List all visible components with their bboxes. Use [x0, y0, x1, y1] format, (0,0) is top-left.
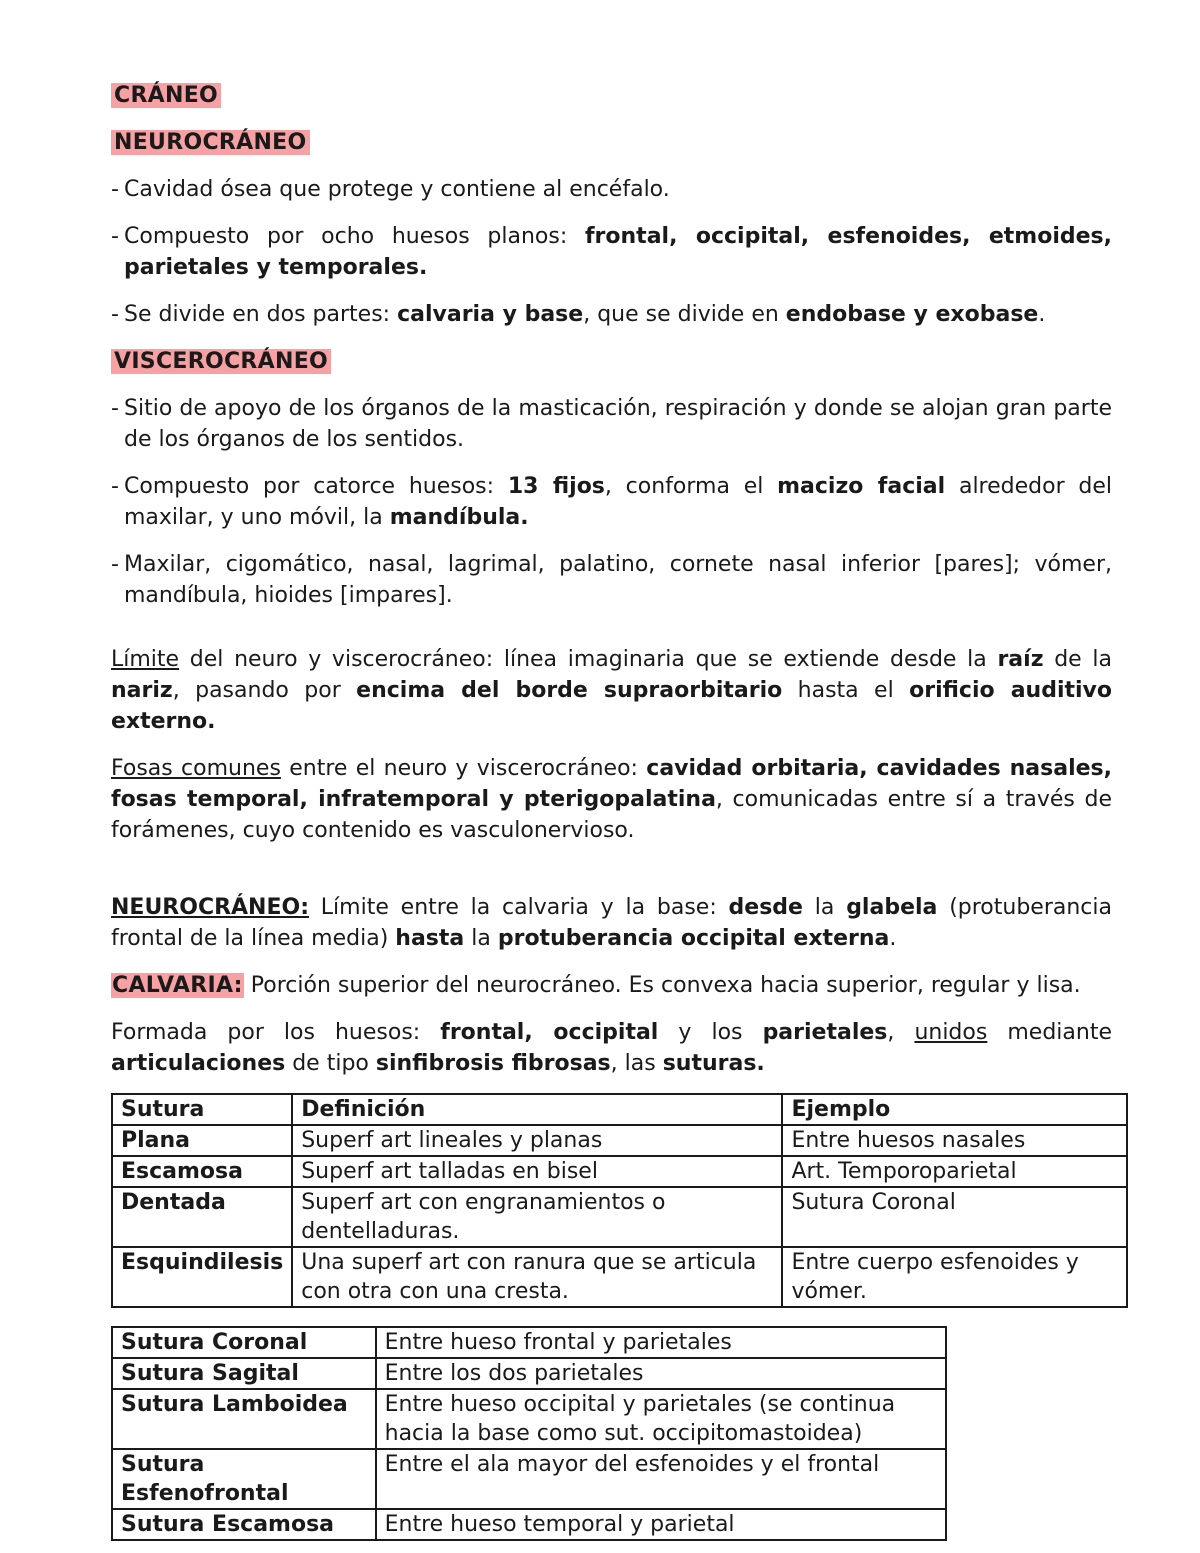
limite-paragraph: Límite del neuro y viscerocráneo: línea imaginaria que se extiende desde la raíz de la nariz, pasando por encima del borde supraorbitario hasta el orificio auditivo externo.	[111, 647, 1113, 734]
suturas-table	[111, 1093, 1128, 1308]
table-cell: Entre el ala mayor del esfenoides y el frontal	[376, 1449, 946, 1509]
table-cell: Plana	[112, 1125, 292, 1156]
spacer	[111, 627, 1112, 644]
table-cell: Sutura Escamosa	[112, 1509, 376, 1540]
table-cell: Entre hueso occipital y parietales (se continua hacia la base como sut. occipitomastoidea)	[376, 1389, 946, 1449]
neuro-item-1: - Cavidad ósea que protege y contiene al encéfalo.	[111, 177, 670, 202]
table-row	[112, 1156, 1127, 1187]
table-cell: Superf art con engranamientos o dentelladuras.	[292, 1187, 782, 1247]
table-cell: Entre hueso temporal y parietal	[376, 1509, 946, 1540]
viscero-item-1: - Sitio de apoyo de los órganos de la masticación, respiración y donde se alojan gran parte de los órganos de los sentidos.	[111, 396, 1112, 452]
table-cell: Superf art talladas en bisel	[292, 1156, 782, 1187]
table-row	[112, 1389, 946, 1449]
table-cell: Esquindilesis	[112, 1247, 292, 1307]
calvaria-paragraph: CALVARIA: Porción superior del neurocráneo. Es convexa hacia superior, regular y lisa.	[112, 973, 1081, 998]
viscero-item-2: - Compuesto por catorce huesos: 13 fijos, conforma el macizo facial alrededor del maxilar, y uno móvil, la mandíbula.	[111, 474, 1112, 530]
table-cell: Sutura Esfenofrontal	[112, 1449, 376, 1509]
table-cell: Sutura Sagital	[112, 1358, 376, 1389]
table-cell: Entre los dos parietales	[376, 1358, 946, 1389]
table-cell: Superf art lineales y planas	[292, 1125, 782, 1156]
table-header-cell: Ejemplo	[782, 1094, 1127, 1125]
table-cell: Entre hueso frontal y parietales	[376, 1327, 946, 1358]
table-row	[112, 1125, 1127, 1156]
table-row	[112, 1247, 1127, 1307]
spacer	[111, 862, 1112, 892]
viscero-item-3: - Maxilar, cigomático, nasal, lagrimal, palatino, cornete nasal inferior [pares]; vómer, mandíbula, hioides [impares].	[111, 552, 1112, 608]
neuro-item-3: - Se divide en dos partes: calvaria y base, que se divide en endobase y exobase.	[111, 302, 1046, 327]
table-row	[112, 1187, 1127, 1247]
table-row	[112, 1327, 946, 1358]
document-page	[111, 80, 1112, 1541]
table-row	[112, 1509, 946, 1540]
heading-viscerocraneo: VISCEROCRÁNEO	[111, 346, 1112, 377]
table-cell: Una superf art con ranura que se articula con otra con una cresta.	[292, 1247, 782, 1307]
heading-neurocraneo: NEUROCRÁNEO	[111, 127, 1112, 158]
table-header-cell: Definición	[292, 1094, 782, 1125]
suturas-craneo-table	[111, 1326, 947, 1541]
table-cell: Entre cuerpo esfenoides y vómer.	[782, 1247, 1127, 1307]
table-cell: Entre huesos nasales	[782, 1125, 1127, 1156]
table-row	[112, 1449, 946, 1509]
table-cell: Art. Temporoparietal	[782, 1156, 1127, 1187]
table-cell: Sutura Coronal	[112, 1327, 376, 1358]
formada-paragraph: Formada por los huesos: frontal, occipital y los parietales, unidos mediante articulaciones de tipo sinfibrosis fibrosas, las suturas.	[111, 1020, 1113, 1076]
neuro-item-2: - Compuesto por ocho huesos planos: frontal, occipital, esfenoides, etmoides, parietales y temporales.	[111, 224, 1113, 280]
table-row	[112, 1358, 946, 1389]
fosas-paragraph: Fosas comunes entre el neuro y viscerocráneo: cavidad orbitaria, cavidades nasales, fosas temporal, infratemporal y pterigopalatina, comunicadas entre sí a través de forámenes, cuyo contenido es vasculonervioso.	[111, 756, 1112, 843]
table-cell: Escamosa	[112, 1156, 292, 1187]
neuro-limite-paragraph: NEUROCRÁNEO: Límite entre la calvaria y la base: desde la glabela (protuberancia frontal de la línea media) hasta la protuberancia occipital externa.	[111, 895, 1112, 951]
table-cell: Dentada	[112, 1187, 292, 1247]
table-header-cell: Sutura	[112, 1094, 292, 1125]
table-cell: Sutura Lamboidea	[112, 1389, 376, 1449]
heading-craneo: CRÁNEO	[111, 80, 1112, 111]
table-header-row	[112, 1094, 1127, 1125]
table-cell: Sutura Coronal	[782, 1187, 1127, 1247]
